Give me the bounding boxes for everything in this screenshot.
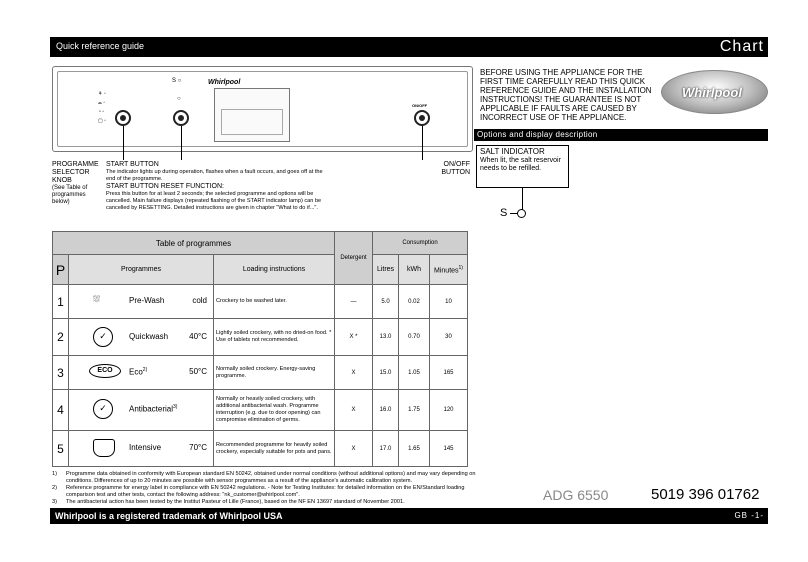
row-detergent: X * bbox=[335, 319, 373, 356]
row-temp: 50°C bbox=[189, 367, 207, 376]
row-litres: 17.0 bbox=[373, 431, 399, 467]
row-name-text: Eco bbox=[129, 367, 143, 377]
programmes-table bbox=[52, 231, 468, 467]
start-button[interactable] bbox=[173, 110, 189, 126]
row-detergent: X bbox=[335, 431, 373, 467]
table-title: Table of programmes bbox=[53, 232, 335, 255]
whirlpool-logo bbox=[661, 70, 768, 114]
warning-text: BEFORE USING THE APPLIANCE FOR THE FIRST TIME CAREFULLY READ THIS QUICK REFERENCE GUIDE AND THE INSTALLATION INSTRUCTIONS! THE GUARANTEE IS NOT APPLICABLE IF FAULTS ARE CAUSED BY INCORRECT USE OF THE APPLIANCE. bbox=[480, 68, 652, 122]
footer-bar bbox=[50, 508, 768, 524]
prog-symbols: ⚘ ▫ ⌓ ▫ ◔ ▫ ▢ ▫ bbox=[98, 91, 106, 124]
row-num: 5 bbox=[53, 431, 69, 467]
row-name: Pre-Wash bbox=[129, 296, 165, 305]
footnote-num: 3) bbox=[52, 499, 57, 505]
row-programme bbox=[69, 356, 214, 390]
row-loading: Normally soiled crockery. Energy-saving programme. bbox=[214, 356, 335, 390]
row-temp: 40°C bbox=[189, 332, 207, 341]
quickwash-icon: ✓ bbox=[93, 327, 113, 347]
header-title: Quick reference guide bbox=[56, 41, 145, 51]
selector-leader-line bbox=[123, 126, 124, 160]
footnote bbox=[52, 485, 482, 499]
antibacterial-icon: ✓ bbox=[93, 399, 113, 419]
salt-symbol-line bbox=[510, 213, 518, 214]
salt-symbol: S bbox=[500, 207, 508, 219]
row-num: 1 bbox=[53, 285, 69, 319]
footnote-text: The antibacterial action has been tested by the Institut Pasteur of Lille (France), based on the NF EN 13697 standard of November 2001. bbox=[66, 499, 405, 505]
table-row bbox=[53, 356, 468, 390]
col-minutes bbox=[430, 255, 468, 285]
product-code: 5019 396 01762 bbox=[651, 486, 760, 503]
row-name-sup: 3) bbox=[173, 404, 178, 410]
onoff-button[interactable] bbox=[414, 110, 430, 126]
row-loading: Normally or heavily soiled crockery, with additional antibacterial wash. Programme interruption (e.g. due to door opening) can compromise elimination of germs. bbox=[214, 390, 335, 431]
selector-callout bbox=[52, 161, 104, 206]
page-number: GB -1- bbox=[734, 511, 764, 520]
row-programme bbox=[69, 431, 214, 467]
row-minutes: 145 bbox=[430, 431, 468, 467]
row-minutes: 120 bbox=[430, 390, 468, 431]
programme-selector-knob[interactable] bbox=[115, 110, 131, 126]
row-kwh: 1.05 bbox=[399, 356, 430, 390]
row-name-text: Antibacterial bbox=[129, 404, 174, 414]
col-minutes-label: Minutes bbox=[434, 267, 459, 275]
row-name: Intensive bbox=[129, 443, 162, 452]
header-bar bbox=[50, 37, 768, 57]
row-detergent: — bbox=[335, 285, 373, 319]
row-minutes: 10 bbox=[430, 285, 468, 319]
footnote bbox=[52, 499, 482, 506]
row-litres: 16.0 bbox=[373, 390, 399, 431]
col-litres: Litres bbox=[373, 255, 399, 285]
intensive-icon bbox=[93, 439, 115, 457]
row-name bbox=[129, 367, 147, 377]
start-callout bbox=[106, 161, 332, 212]
col-p: P bbox=[53, 255, 69, 285]
reset-callout-text: Press this button for at least 2 seconds; the selected programme and options will be cancelled. Main failure displays (repeated flashing of the START indicator lamp) can be cancelled by RESETTING. Detailed instructions are given in chapter "What to do if...". bbox=[106, 191, 322, 211]
row-kwh: 0.02 bbox=[399, 285, 430, 319]
reset-callout-title: START BUTTON RESET FUNCTION: bbox=[106, 183, 224, 190]
salt-lamp-circle-icon bbox=[517, 209, 526, 218]
row-temp: cold bbox=[192, 296, 207, 305]
row-temp: 70°C bbox=[189, 443, 207, 452]
options-title: Options and display description bbox=[474, 129, 768, 141]
col-programmes: Programmes bbox=[69, 255, 214, 285]
footnote-num: 1) bbox=[52, 471, 57, 477]
row-loading: Lightly soiled crockery, with no dried-on food. * Use of tablets not recommended. bbox=[214, 319, 335, 356]
trademark-note: Whirlpool is a registered trademark of Whirlpool USA bbox=[55, 511, 283, 521]
row-loading: Recommended programme for heavily soiled crockery, especially suitable for pots and pans. bbox=[214, 431, 335, 467]
col-minutes-sup: 1) bbox=[458, 264, 463, 271]
row-detergent: X bbox=[335, 390, 373, 431]
footnote-num: 2) bbox=[52, 485, 57, 491]
table-row bbox=[53, 285, 468, 319]
salt-indicator-title: SALT INDICATOR bbox=[480, 147, 545, 156]
row-minutes: 30 bbox=[430, 319, 468, 356]
panel-brand: Whirlpool bbox=[208, 79, 241, 86]
col-loading: Loading instructions bbox=[214, 255, 335, 285]
start-leader-line bbox=[181, 126, 182, 160]
row-name-sup: 2) bbox=[142, 367, 148, 373]
footnote-text: Reference programme for energy label in compliance with EN 50242 regulations. - Note for Testing Institutes: for detailed information on the EN/Standard loading comparison test and other tests, contact the following address: "nk_customer@whirlpool.com". bbox=[66, 485, 465, 498]
logo-text: Whirlpool bbox=[682, 85, 742, 100]
row-loading: Crockery to be washed later. bbox=[214, 285, 335, 319]
start-callout-text: The indicator lights up during operation, flashes when a fault occurs, and goes off at the end of the programme. bbox=[106, 169, 323, 182]
table-row bbox=[53, 431, 468, 467]
row-litres: 13.0 bbox=[373, 319, 399, 356]
row-litres: 5.0 bbox=[373, 285, 399, 319]
row-num: 4 bbox=[53, 390, 69, 431]
row-name bbox=[129, 404, 177, 414]
salt-indicator-box bbox=[476, 145, 569, 188]
footnotes bbox=[52, 471, 482, 506]
row-programme bbox=[69, 390, 214, 431]
model-number: ADG 6550 bbox=[543, 487, 609, 503]
row-kwh: 1.65 bbox=[399, 431, 430, 467]
selector-callout-title: PROGRAMME SELECTOR KNOB bbox=[52, 161, 99, 184]
prewash-icon: ⛆ bbox=[93, 294, 101, 304]
row-num: 2 bbox=[53, 319, 69, 356]
start-callout-title: START BUTTON bbox=[106, 161, 159, 168]
salt-leader-line bbox=[522, 188, 523, 210]
footnote bbox=[52, 471, 482, 485]
onoff-panel-label: ON/OFF bbox=[412, 103, 428, 108]
row-minutes: 165 bbox=[430, 356, 468, 390]
row-name: Quickwash bbox=[129, 332, 169, 341]
table-row bbox=[53, 390, 468, 431]
panel-display bbox=[214, 88, 290, 142]
row-kwh: 1.75 bbox=[399, 390, 430, 431]
table-row bbox=[53, 319, 468, 356]
header-chart-label: Chart bbox=[719, 38, 764, 55]
row-programme bbox=[69, 285, 214, 319]
selector-callout-note: (See Table of programmes below) bbox=[52, 185, 88, 205]
col-detergent: Detergent bbox=[335, 232, 373, 285]
onoff-callout: ON/OFF BUTTON bbox=[441, 161, 470, 176]
footnote-text: Programme data obtained in conformity with European standard EN 50242, obtained under normal conditions (without additional options) and may vary depending on conditions. Differences of up to 20 minutes are possible with sensor programmes as a result of the appliance's automatic calibration system. bbox=[66, 471, 476, 484]
start-lamp-icon: ○ bbox=[177, 96, 181, 102]
row-detergent: X bbox=[335, 356, 373, 390]
row-kwh: 0.70 bbox=[399, 319, 430, 356]
col-consumption: Consumption bbox=[373, 232, 468, 255]
row-litres: 15.0 bbox=[373, 356, 399, 390]
salt-indicator-text: When lit, the salt reservoir needs to be refilled. bbox=[480, 157, 561, 172]
col-kwh: kWh bbox=[399, 255, 430, 285]
onoff-leader-line bbox=[422, 126, 423, 160]
salt-lamp-icon: S ○ bbox=[172, 78, 182, 84]
row-programme bbox=[69, 319, 214, 356]
row-num: 3 bbox=[53, 356, 69, 390]
eco-icon: ECO bbox=[89, 364, 121, 378]
